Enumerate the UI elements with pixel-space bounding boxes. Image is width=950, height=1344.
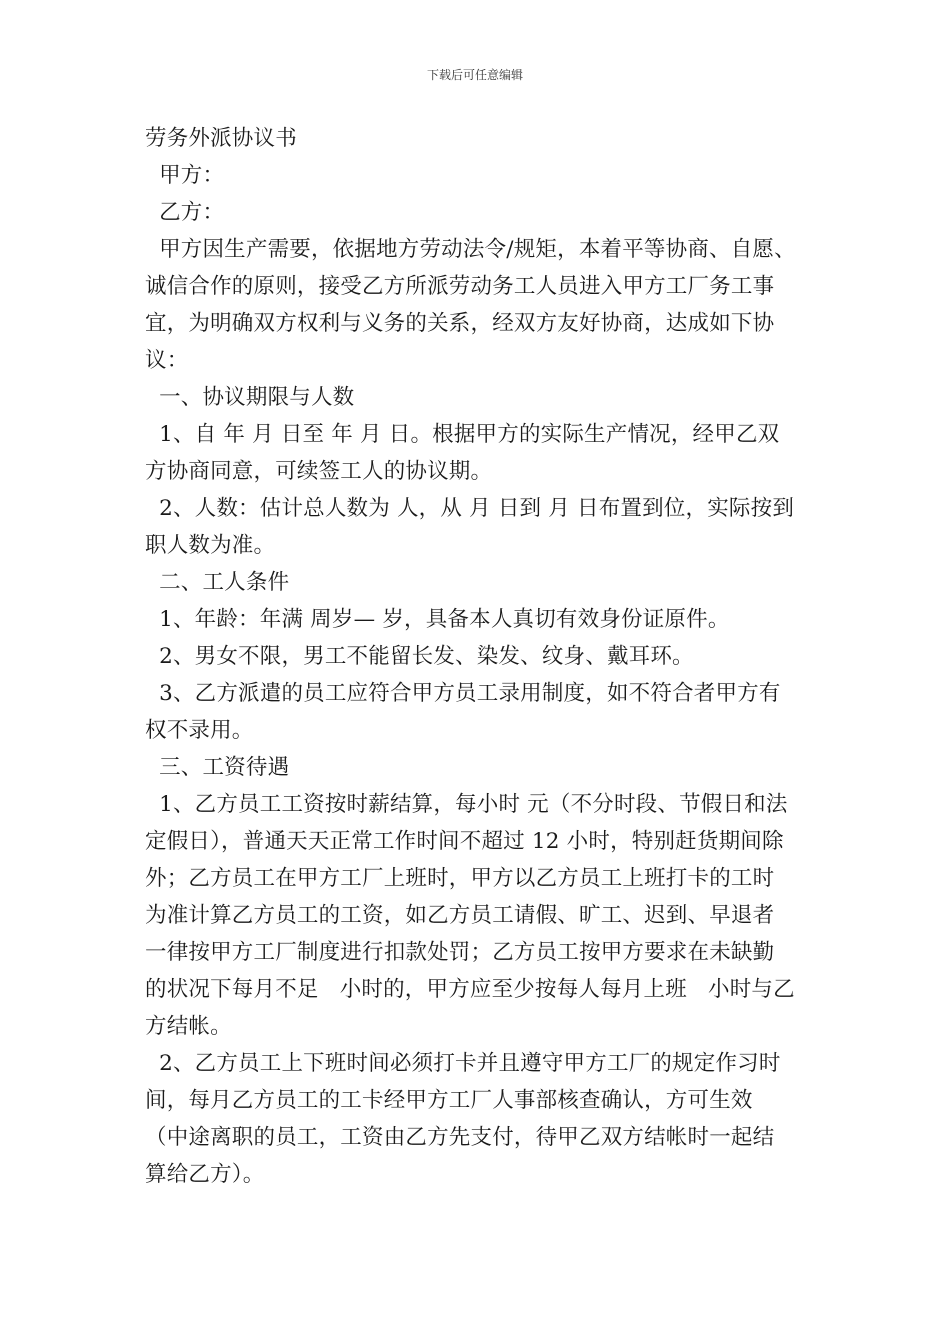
text-line: （中途离职的员工，工资由乙方先支付，待甲乙双方结帐时一起结 bbox=[145, 1125, 775, 1150]
text-line: 为准计算乙方员工的工资，如乙方员工请假、旷工、迟到、早退者 bbox=[145, 903, 775, 928]
page-header: 下载后可任意编辑 bbox=[426, 68, 523, 82]
text-line: 1、年龄：年满 周岁— 岁，具备本人真切有效身份证原件。 bbox=[145, 607, 730, 632]
text-line: 定假日），普通天天正常工作时间不超过 12 小时，特别赶货期间除 bbox=[145, 829, 784, 854]
text-line: 诚信合作的原则，接受乙方所派劳动务工人员进入甲方工厂务工事 bbox=[145, 274, 775, 299]
text-line: 方协商同意，可续签工人的协议期。 bbox=[145, 459, 493, 484]
section-heading: 一、协议期限与人数 bbox=[145, 385, 355, 410]
section-heading: 三、工资待遇 bbox=[145, 755, 290, 780]
text-line: 1、自 年 月 日至 年 月 日。根据甲方的实际生产情况，经甲乙双 bbox=[145, 422, 780, 447]
text-line: 权不录用。 bbox=[145, 718, 254, 743]
text-line: 一律按甲方工厂制度进行扣款处罚；乙方员工按甲方要求在未缺勤 bbox=[145, 940, 775, 965]
text-line: 职人数为准。 bbox=[145, 533, 276, 558]
party-a-line: 甲方： bbox=[145, 163, 225, 188]
text-line: 外；乙方员工在甲方工厂上班时，甲方以乙方员工上班打卡的工时 bbox=[145, 866, 775, 891]
document-title: 劳务外派协议书 bbox=[145, 126, 297, 151]
text-line: 2、人数：估计总人数为 人，从 月 日到 月 日布置到位，实际按到 bbox=[145, 496, 795, 521]
text-line: 2、乙方员工上下班时间必须打卡并且遵守甲方工厂的规定作习时 bbox=[145, 1051, 781, 1076]
text-line: 1、乙方员工工资按时薪结算，每小时 元（不分时段、节假日和法 bbox=[145, 792, 788, 817]
text-line: 间，每月乙方员工的工卡经甲方工厂人事部核查确认，方可生效 bbox=[145, 1088, 753, 1113]
text-line: 算给乙方）。 bbox=[145, 1162, 265, 1187]
text-line: 3、乙方派遣的员工应符合甲方员工录用制度，如不符合者甲方有 bbox=[145, 681, 781, 706]
text-line: 甲方因生产需要，依据地方劳动法令/规矩，本着平等协商、自愿、 bbox=[145, 237, 796, 262]
text-line: 的状况下每月不足 小时的，甲方应至少按每人每月上班 小时与乙 bbox=[145, 977, 795, 1002]
section-heading: 二、工人条件 bbox=[145, 570, 290, 595]
party-b-line: 乙方： bbox=[145, 200, 225, 225]
text-line: 宜，为明确双方权利与义务的关系，经双方友好协商，达成如下协 bbox=[145, 311, 775, 336]
text-line: 议： bbox=[145, 348, 189, 373]
text-line: 方结帐。 bbox=[145, 1014, 232, 1039]
text-line: 2、男女不限，男工不能留长发、染发、纹身、戴耳环。 bbox=[145, 644, 694, 669]
document-body bbox=[145, 120, 815, 1193]
